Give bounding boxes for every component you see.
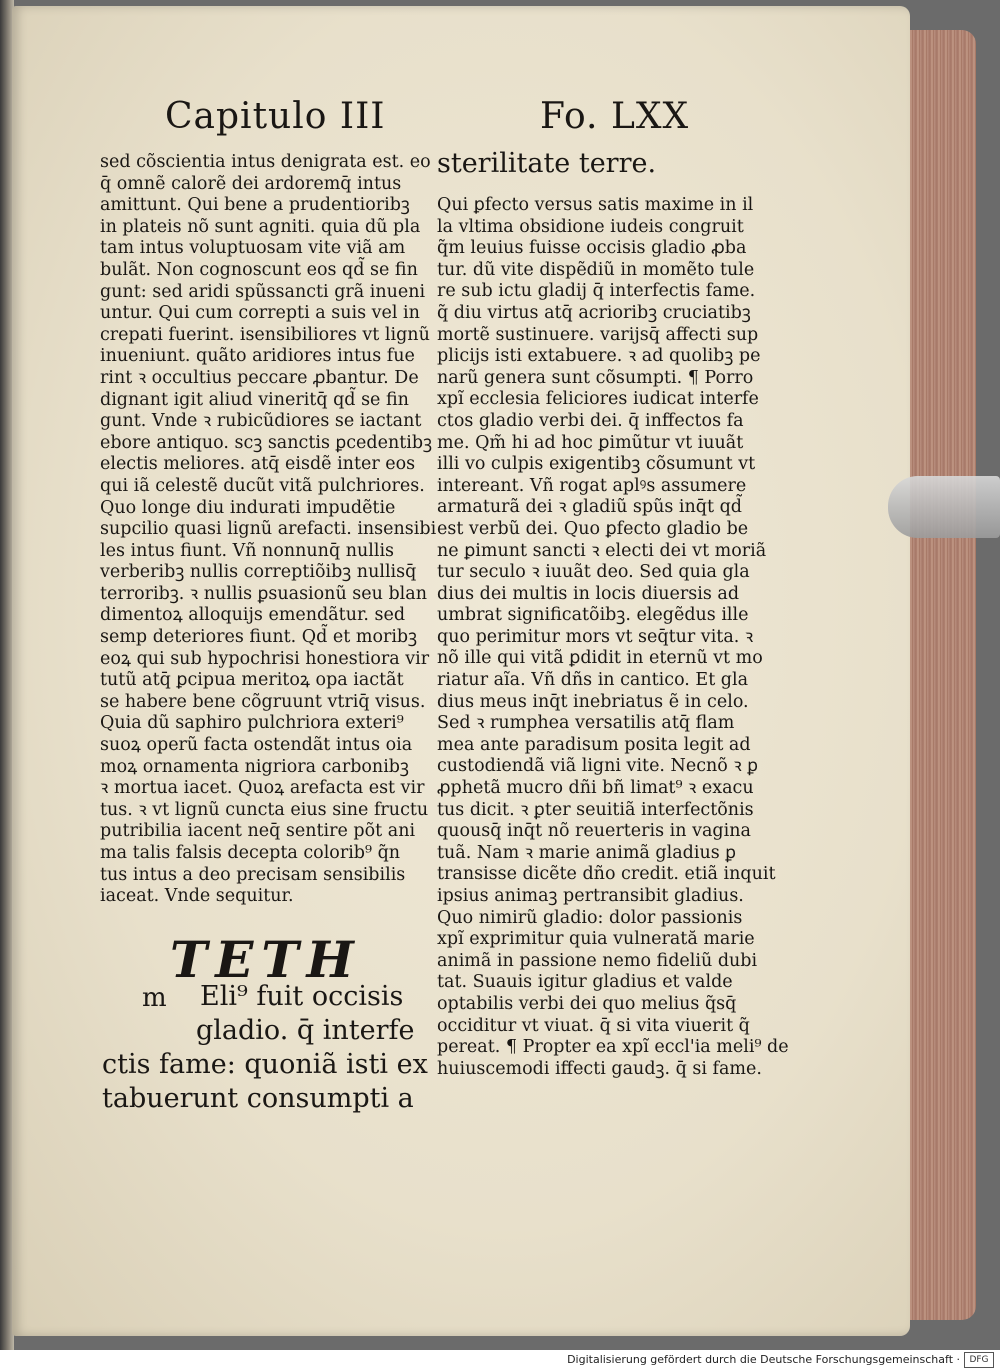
verse-line: ctis fame: quoniã isti ex <box>102 1049 428 1080</box>
text-line: tus dicit. ꝛ ꝑter seuitiã interfectõnis <box>437 799 754 820</box>
text-line: amittunt. Qui bene a prudentioribꝫ <box>100 195 410 216</box>
text-line: Qui ꝑfecto versus satis maxime in il <box>437 195 754 215</box>
text-line: tutũ atq̄ ꝑcipua meritoꝝ opa iactãt <box>100 670 404 691</box>
text-line: tur. dũ vite dispẽdiũ in momẽto tule <box>437 259 755 280</box>
text-line: ꝛ mortua iacet. Quoꝝ arefacta est vir <box>100 778 425 799</box>
text-line: est verbũ dei. Quo ꝑfecto gladio be <box>437 518 749 539</box>
text-line: tur seculo ꝛ iuuãt deo. Sed quia gla <box>437 562 750 583</box>
text-line: quo perimitur mors vt seq̄tur vita. ꝛ <box>437 626 754 647</box>
text-line: xpĩ ecclesia feliciores iudicat interfe <box>437 389 759 410</box>
text-line: ipsius animaꝫ pertransibit gladius. <box>437 886 744 906</box>
text-line: bulãt. Non cognoscunt eos qd̃ se fin <box>100 259 418 280</box>
text-line: tus. ꝛ vt lignũ cuncta eius sine fructu <box>100 799 429 820</box>
right-column-heading: sterilitate terre. <box>437 148 657 179</box>
verse-line: tabuerunt consumpti a <box>102 1083 414 1114</box>
right-text-column <box>437 195 789 1080</box>
page-fore-edge <box>906 30 976 1320</box>
text-line: pereat. ¶ Propter ea xpĩ eccl'ia meli⁹ de <box>437 1037 789 1058</box>
text-line: sed cõscientia intus denigrata est. eo <box>100 152 431 172</box>
text-line: huiuscemodi iffecti gaudꝫ. q̄ si fame. <box>437 1058 762 1079</box>
text-line: verberibꝫ nullis correptiõibꝫ nullisq̄ <box>100 562 417 583</box>
text-line: moꝝ ornamenta nigriora carbonibꝫ <box>100 756 409 777</box>
text-line: terroribꝫ. ꝛ nullis ꝑsuasionũ seu blan <box>100 583 427 604</box>
text-line: plicijs isti extabuere. ꝛ ad quolibꝫ pe <box>437 346 761 367</box>
text-line: q̃ diu virtus atq̄ acrioribꝫ cruciatibꝫ <box>437 302 751 323</box>
text-line: iaceat. Vnde sequitur. <box>100 886 294 907</box>
text-line: transisse dicẽte dño credit. etiã inquit <box>437 864 776 885</box>
text-line: tus intus a deo precisam sensibilis <box>100 864 406 885</box>
text-line: tam intus voluptuosam vite viã am <box>100 238 406 259</box>
text-line: dius meus inq̄t inebriatus ẽ in celo. <box>437 691 749 712</box>
text-line: gunt: sed aridi spũssancti grã inueni <box>100 281 426 302</box>
guide-letter: m <box>142 983 167 1013</box>
text-line: inueniunt. quãto aridiores intus fue <box>100 346 415 367</box>
footer-bar <box>0 1350 1000 1369</box>
text-line: q̄ omnẽ calorẽ dei ardoremq̄ intus <box>100 173 402 194</box>
text-line: la vltima obsidione iudeis congruit <box>437 216 744 237</box>
text-line: occiditur vt viuat. q̄ si vita viuerit q̃ <box>437 1015 750 1036</box>
text-line: dimentoꝝ alloquijs emendãtur. sed <box>100 605 406 626</box>
text-line: eoꝝ qui sub hypochrisi honestiora vir <box>100 648 430 669</box>
page-clip <box>888 476 1000 538</box>
text-line: crepati fuerint. isensibiliores vt lignũ <box>100 324 430 345</box>
text-line: xpĩ exprimitur quia vulnerată marie <box>437 929 755 950</box>
footer-credit: Digitalisierung gefördert durch die Deutsche Forschungsgemeinschaft · <box>567 1353 960 1366</box>
text-line: electis meliores. atq̄ eisdẽ inter eos <box>100 454 416 475</box>
running-head-folio: Fo. LXX <box>540 96 690 137</box>
text-line: mea ante paradisum posita legit ad <box>437 734 751 755</box>
text-line: supcilio quasi lignũ arefacti. insensibi <box>100 519 437 540</box>
text-line: Quo longe diu indurati impudẽtie <box>100 497 396 518</box>
text-line: riatur aĩa. Vñ dñs in cantico. Et gla <box>437 670 749 691</box>
text-line: dius dei multis in locis diuersis ad <box>437 583 740 604</box>
text-line: putribilia iacent neq̄ sentire põt ani <box>100 821 416 842</box>
dfg-logo: DFG <box>964 1352 994 1368</box>
text-line: ꝓphetã mucro dñi bñ limat⁹ ꝛ exacu <box>437 778 754 799</box>
text-line: Quia dũ saphiro pulchriora exteri⁹ <box>100 713 404 734</box>
text-line: suoꝝ operũ facta ostendãt intus oia <box>100 735 413 756</box>
text-line: intereant. Vñ rogat aplꝰs assumere <box>437 475 747 496</box>
text-line: tat. Suauis igitur gladius et valde <box>437 972 733 993</box>
text-line: animã in passione nemo fideliũ dubi <box>437 950 758 971</box>
text-line: mortẽ sustinuere. varijsq̄ affecti sup <box>437 324 759 345</box>
text-line: in plateis nõ sunt agniti. quia dũ pla <box>100 216 421 237</box>
text-line: untur. Qui cum correpti a suis vel in <box>100 303 420 324</box>
hebrew-letter-heading: TETH <box>170 930 362 989</box>
text-line: q̃m leuius fuisse occisis gladio ꝓba <box>437 238 747 259</box>
text-line: ctos gladio verbi dei. q̄ inffectos fa <box>437 410 744 431</box>
text-line: qui iã celestẽ ducũt vitã pulchriores. <box>100 475 425 496</box>
text-line: custodiendã viã ligni vite. Necnõ ꝛ ꝑ <box>437 756 759 777</box>
text-line: rint ꝛ occultius peccare ꝓbantur. De <box>100 367 419 388</box>
text-line: narũ genera sunt cõsumpti. ¶ Porro <box>437 367 754 388</box>
text-line: umbrat significatõibꝫ. elegẽdus ille <box>437 605 749 626</box>
text-line: les intus fiunt. Vñ nonnunq̄ nullis <box>100 540 395 561</box>
verse-line: gladio. q̄ interfe <box>196 1015 415 1046</box>
text-line: re sub ictu gladij q̄ interfectis fame. <box>437 281 756 302</box>
text-line: se habere bene cõgruunt vtriq̄ visus. <box>100 691 426 712</box>
text-line: Sed ꝛ rumphea versatilis atq̄ flam <box>437 713 735 734</box>
text-line: gunt. Vnde ꝛ rubicũdiores se iactant <box>100 411 422 432</box>
text-line: me. Qm̃ hi ad hoc ꝑimũtur vt iuuãt <box>437 432 744 453</box>
running-head-chapter: Capitulo III <box>165 96 386 137</box>
text-line: nõ ille qui vitã ꝑdidit in eternũ vt mo <box>437 648 763 669</box>
text-line: ne ꝑimunt sancti ꝛ electi dei vt moriã <box>437 540 767 561</box>
left-text-column <box>100 152 435 908</box>
text-line: ma talis falsis decepta colorib⁹ q̃n <box>100 843 401 863</box>
text-line: tuã. Nam ꝛ marie animã gladius ꝑ <box>437 842 737 863</box>
text-line: illi vo culpis exigentibꝫ cõsumunt vt <box>437 454 756 475</box>
verse-line: Eli⁹ fuit occisis <box>200 981 404 1012</box>
text-line: dignant igit aliud vineritq̄ qd̃ se fin <box>100 389 409 410</box>
text-line: armaturã dei ꝛ gladiũ spũs inq̄t qd̃ <box>437 497 743 518</box>
text-line: optabilis verbi dei quo melius q̃sq̄ <box>437 993 737 1014</box>
text-line: ebore antiquo. scꝫ sanctis ꝑcedentibꝫ <box>100 432 433 453</box>
text-line: semp deteriores fiunt. Qd̃ et moribꝫ <box>100 627 418 648</box>
text-line: quousq̄ inq̄t nõ reuerteris in vagina <box>437 821 751 842</box>
text-line: Quo nimirũ gladio: dolor passionis <box>437 907 743 928</box>
